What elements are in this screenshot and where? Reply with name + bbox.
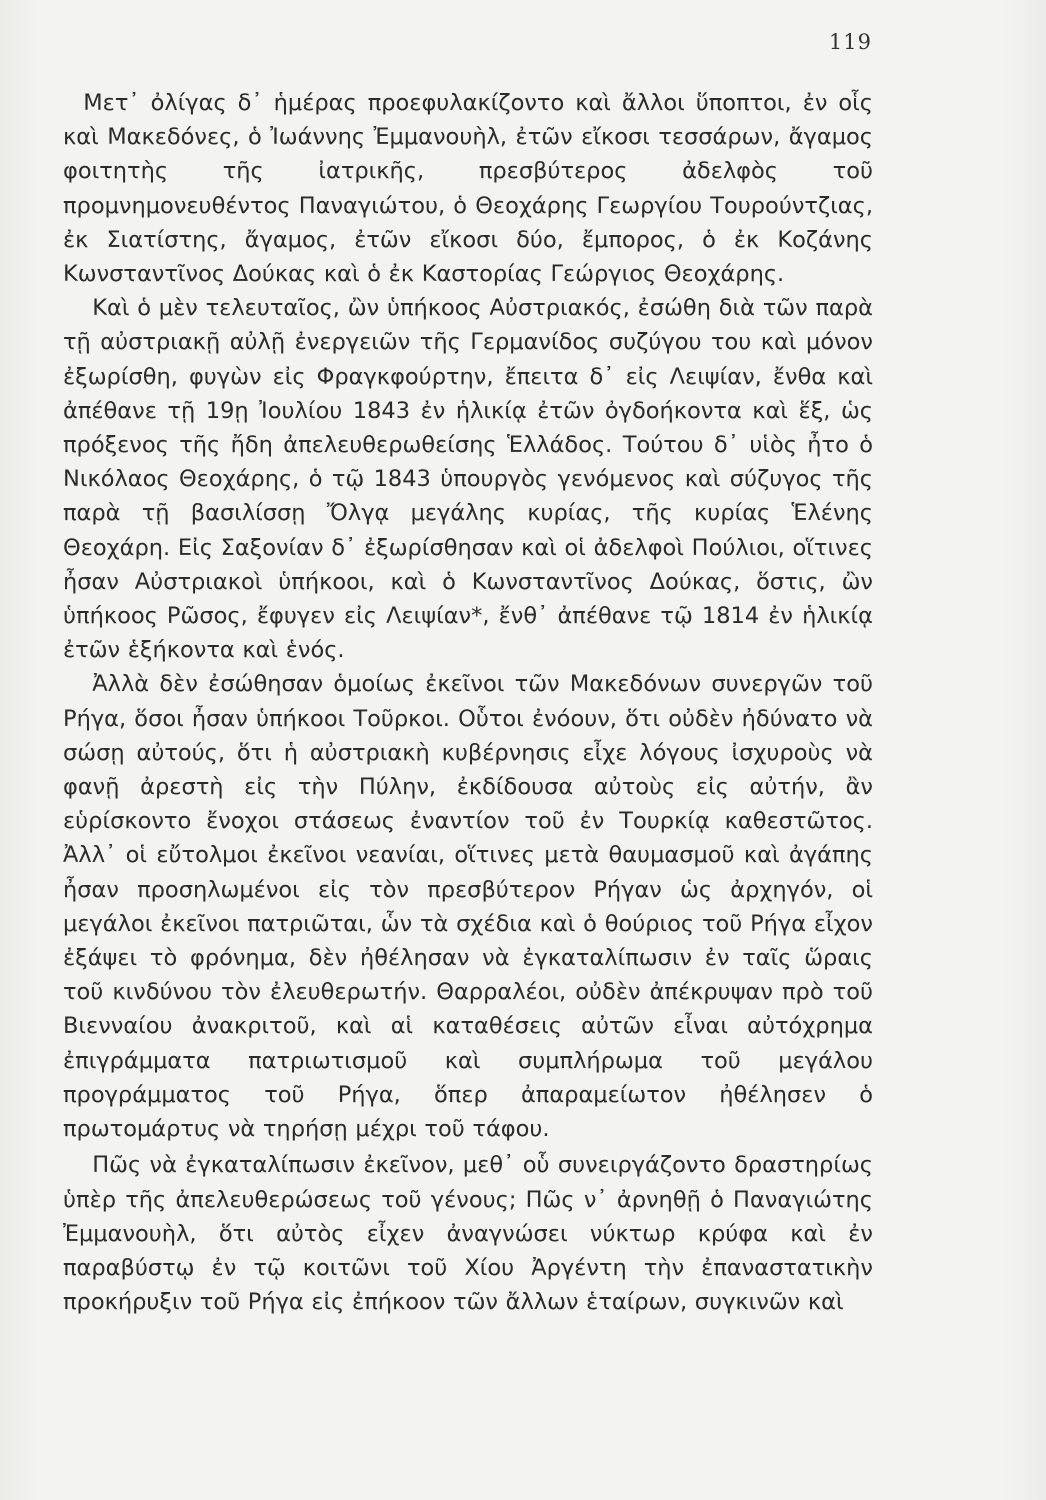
page-number: 119 — [828, 30, 872, 54]
paragraph-3: Ἀλλὰ δὲν ἐσώθησαν ὁμοίως ἐκεῖνοι τῶν Μακεδόνων συνεργῶν τοῦ Ρήγα, ὅσοι ἦσαν ὑπήκοοι Τοῦρκοι. Οὗτοι ἐνόουν, ὅτι οὐδὲν ἠδύνατο νὰ σώσῃ αὐτούς, ὅτι ἡ αὐστριακὴ κυβέρνησις εἶχε λόγους ἰσχυροὺς νὰ φανῇ ἀρεστὴ εἰς τὴν Πύλην, ἐκδίδουσα αὐτοὺς εἰς αὐτήν, ἂν εὑρίσκοντο ἔνοχοι στάσεως ἐναντίον τοῦ ἐν Τουρκίᾳ καθεστῶτος. Ἀλλ᾽ οἱ εὔτολμοι ἐκεῖνοι νεανίαι, οἵτινες μετὰ θαυμασμοῦ καὶ ἀγάπης ἦσαν προσηλωμένοι εἰς τὸν πρεσβύτερον Ρήγαν ὡς ἀρχηγόν, οἱ μεγάλοι ἐκεῖνοι πατριῶται, ὧν τὰ σχέδια καὶ ὁ θούριος τοῦ Ρήγα εἶχον ἐξάψει τὸ φρόνημα, δὲν ἠθέλησαν νὰ ἐγκαταλίπωσιν ἐν ταῖς ὥραις τοῦ κινδύνου τὸν ἐλευθερωτήν. Θαρραλέοι, οὐδὲν ἀπέκρυψαν πρὸ τοῦ Βιενναίου ἀνακριτοῦ, καὶ αἱ καταθέσεις αὐτῶν εἶναι αὐτόχρημα ἐπιγράμματα πατριωτισμοῦ καὶ συμπλήρωμα τοῦ μεγάλου προγράμματος τοῦ Ρήγα, ὅπερ ἀπαραμείωτον ἠθέλησεν ὁ πρωτομάρτυς νὰ τηρήσῃ μέχρι τοῦ τάφου. — [63, 671, 873, 1143]
paragraph-2: Καὶ ὁ μὲν τελευταῖος, ὢν ὑπήκοος Αὐστριακός, ἐσώθη διὰ τῶν παρὰ τῇ αὐστριακῇ αὐλῇ ἐνεργειῶν τῆς Γερμανίδος συζύγου του καὶ μόνον ἐξωρίσθη, φυγὼν εἰς Φραγκφούρτην, ἔπειτα δ᾽ εἰς Λειψίαν, ἔνθα καὶ ἀπέθανε τῇ 19ῃ Ἰουλίου 1843 ἐν ἡλικίᾳ ἐτῶν ὀγδοήκοντα καὶ ἕξ, ὡς πρόξενος τῆς ἤδη ἀπελευθερωθείσης Ἑλλάδος. Τούτου δ᾽ υἱὸς ἦτο ὁ Νικόλαος Θεοχάρης, ὁ τῷ 1843 ὑπουργὸς γενόμενος καὶ σύζυγος τῆς παρὰ τῇ βασιλίσσῃ Ὄλγᾳ μεγάλης κυρίας, τῆς κυρίας Ἑλένης Θεοχάρη. Εἰς Σαξονίαν δ᾽ ἐξωρίσθησαν καὶ οἱ ἀδελφοὶ Πούλιοι, οἵτινες ἦσαν Αὐστριακοὶ ὑπήκοοι, καὶ ὁ Κωνσταντῖνος Δούκας, ὅστις, ὢν ὑπήκοος Ρῶσος, ἔφυγεν εἰς Λειψίαν*, ἔνθ᾽ ἀπέθανε τῷ 1814 ἐν ἡλικίᾳ ἐτῶν ἑξήκοντα καὶ ἑνός. — [63, 295, 873, 664]
paragraph-4: Πῶς νὰ ἐγκαταλίπωσιν ἐκεῖνον, μεθ᾽ οὗ συνειργάζοντο δραστηρίως ὑπὲρ τῆς ἀπελευθερώσεως τοῦ γένους; Πῶς ν᾽ ἀρνηθῇ ὁ Παναγιώτης Ἐμμανουὴλ, ὅτι αὐτὸς εἶχεν ἀναγνώσει νύκτωρ κρύφα καὶ ἐν παραβύστῳ ἐν τῷ κοιτῶνι τοῦ Χίου Ἀργέντη τὴν ἐπαναστατικὴν προκήρυξιν τοῦ Ρήγα εἰς ἐπήκοον τῶν ἄλλων ἑταίρων, συγκινῶν καὶ — [63, 1152, 873, 1316]
paragraph-1: Μετ᾽ ὀλίγας δ᾽ ἡμέρας προεφυλακίζοντο καὶ ἄλλοι ὕποπτοι, ἐν οἷς καὶ Μακεδόνες, ὁ Ἰωάννης Ἐμμανουὴλ, ἐτῶν εἴκοσι τεσσάρων, ἄγαμος φοιτητὴς τῆς ἰατρικῆς, πρεσβύτερος ἀδελφὸς τοῦ προμνημονευθέντος Παναγιώτου, ὁ Θεοχάρης Γεωργίου Τουρούντζιας, ἐκ Σιατίστης, ἄγαμος, ἐτῶν εἴκοσι δύο, ἔμπορος, ὁ ἐκ Κοζάνης Κωνσταντῖνος Δούκας καὶ ὁ ἐκ Καστορίας Γεώργιος Θεοχάρης. — [63, 90, 873, 288]
body-text — [63, 86, 873, 1319]
